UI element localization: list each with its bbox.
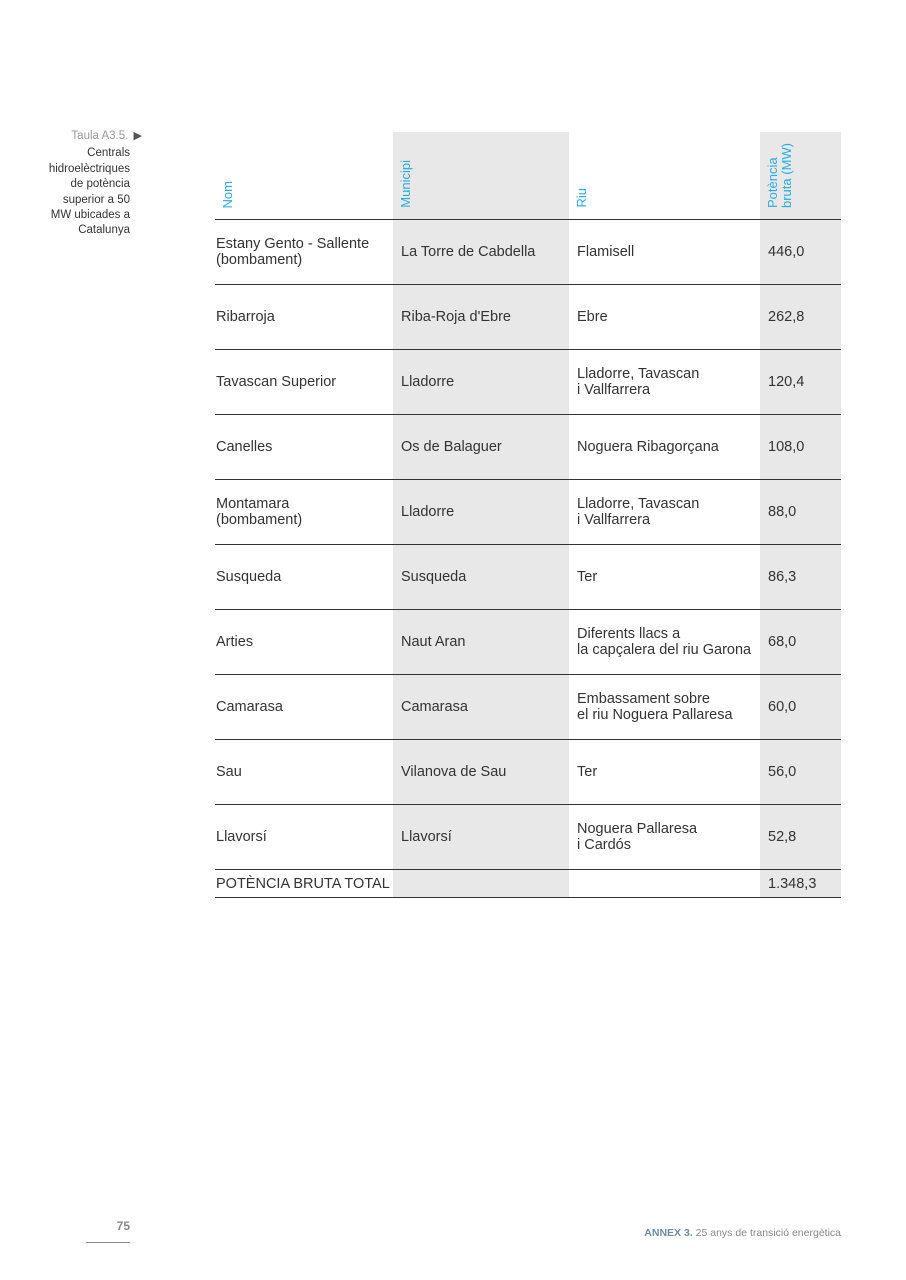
cell-municipi-line: Riba-Roja d'Ebre xyxy=(401,309,511,325)
header-municipi: Municipi xyxy=(393,132,569,220)
cell-riu-line: Lladorre, Tavascan xyxy=(577,366,700,382)
cell-nom-line: Sau xyxy=(216,764,242,780)
cell-municipi xyxy=(393,740,569,805)
cell-potencia: 446,0 xyxy=(760,220,841,285)
cell-municipi-line: Lladorre xyxy=(401,504,455,520)
cell-riu xyxy=(569,675,760,740)
cell-municipi-line: Llavorsí xyxy=(401,829,452,845)
cell-riu-line: Noguera Ribagorçana xyxy=(577,439,719,455)
caption-label: Taula A3.5. xyxy=(71,130,129,142)
footer-annex: ANNEX 3. xyxy=(644,1227,693,1239)
cell-nom xyxy=(215,740,393,805)
cell-nom xyxy=(215,675,393,740)
cell-municipi-line: Vilanova de Sau xyxy=(401,764,507,780)
page-number-rule xyxy=(86,1242,130,1243)
table-body xyxy=(215,220,841,870)
cell-potencia: 120,4 xyxy=(760,350,841,415)
total-label: POTÈNCIA BRUTA TOTAL xyxy=(215,870,393,898)
cell-riu xyxy=(569,610,760,675)
cell-municipi xyxy=(393,610,569,675)
cell-nom xyxy=(215,285,393,350)
cell-potencia: 52,8 xyxy=(760,805,841,870)
table-row xyxy=(215,350,841,415)
caption-line: de potència xyxy=(70,178,130,191)
cell-municipi xyxy=(393,350,569,415)
table-row xyxy=(215,220,841,285)
cell-riu-line: el riu Noguera Pallaresa xyxy=(577,707,733,723)
cell-riu xyxy=(569,285,760,350)
cell-municipi xyxy=(393,415,569,480)
cell-riu xyxy=(569,480,760,545)
cell-municipi xyxy=(393,220,569,285)
page-number: 75 xyxy=(116,1219,130,1233)
cell-riu-line: la capçalera del riu Garona xyxy=(577,642,752,658)
cell-nom xyxy=(215,415,393,480)
cell-nom-line: (bombament) xyxy=(216,512,303,528)
cell-potencia: 108,0 xyxy=(760,415,841,480)
cell-riu-line: Diferents llacs a xyxy=(577,626,681,642)
total-value: 1.348,3 xyxy=(760,870,841,898)
cell-potencia: 56,0 xyxy=(760,740,841,805)
caption-line: Centrals xyxy=(87,147,130,160)
cell-municipi-line: Os de Balaguer xyxy=(401,439,502,455)
cell-nom-line: Tavascan Superior xyxy=(216,374,337,390)
cell-potencia: 60,0 xyxy=(760,675,841,740)
cell-municipi-line: Camarasa xyxy=(401,699,468,715)
cell-riu-line: i Vallfarrera xyxy=(577,512,651,528)
caption-description xyxy=(30,146,142,238)
cell-municipi xyxy=(393,480,569,545)
cell-municipi xyxy=(393,675,569,740)
cell-municipi-line: La Torre de Cabdella xyxy=(401,244,536,260)
cell-nom-line: (bombament) xyxy=(216,252,303,268)
cell-potencia: 262,8 xyxy=(760,285,841,350)
header-riu: Riu xyxy=(569,132,760,220)
footer-title: 25 anys de transició energètica xyxy=(695,1227,841,1239)
cell-nom xyxy=(215,610,393,675)
cell-nom-line: Estany Gento - Sallente xyxy=(216,236,370,252)
cell-municipi-line: Susqueda xyxy=(401,569,467,585)
header-nom: Nom xyxy=(215,132,393,220)
caption-arrow-icon: ▶ xyxy=(133,130,142,142)
cell-potencia: 86,3 xyxy=(760,545,841,610)
cell-riu xyxy=(569,740,760,805)
cell-riu xyxy=(569,220,760,285)
cell-riu-line: Embassament sobre xyxy=(577,691,710,707)
caption-line: MW ubicades a xyxy=(50,209,130,222)
total-row xyxy=(215,870,841,898)
cell-riu-line: Lladorre, Tavascan xyxy=(577,496,700,512)
cell-nom xyxy=(215,350,393,415)
table-row xyxy=(215,740,841,805)
table-row xyxy=(215,480,841,545)
cell-municipi xyxy=(393,545,569,610)
table-row xyxy=(215,415,841,480)
running-footer xyxy=(644,1227,841,1239)
cell-potencia: 88,0 xyxy=(760,480,841,545)
cell-nom xyxy=(215,480,393,545)
caption-line: Catalunya xyxy=(78,224,130,237)
cell-riu xyxy=(569,805,760,870)
cell-nom-line: Arties xyxy=(216,634,254,650)
cell-nom-line: Ribarroja xyxy=(216,309,275,325)
cell-nom xyxy=(215,220,393,285)
cell-riu-line: Flamisell xyxy=(577,244,635,260)
cell-nom-line: Susqueda xyxy=(216,569,282,585)
table-row xyxy=(215,285,841,350)
cell-riu-line: Ebre xyxy=(577,309,608,325)
cell-municipi-line: Naut Aran xyxy=(401,634,466,650)
total-empty-municipi xyxy=(393,870,569,898)
cell-nom xyxy=(215,545,393,610)
cell-nom xyxy=(215,805,393,870)
cell-nom-line: Llavorsí xyxy=(216,829,267,845)
cell-riu xyxy=(569,545,760,610)
cell-riu-line: Ter xyxy=(577,764,598,780)
table-row xyxy=(215,675,841,740)
cell-municipi xyxy=(393,285,569,350)
table-row xyxy=(215,545,841,610)
cell-riu xyxy=(569,415,760,480)
cell-riu-line: i Cardós xyxy=(577,837,631,853)
cell-nom-line: Canelles xyxy=(216,439,273,455)
cell-riu-line: Ter xyxy=(577,569,598,585)
cell-riu-line: i Vallfarrera xyxy=(577,382,651,398)
table-caption xyxy=(30,129,142,239)
hydro-plants-table xyxy=(215,132,841,898)
cell-municipi xyxy=(393,805,569,870)
cell-municipi-line: Lladorre xyxy=(401,374,455,390)
table-row xyxy=(215,610,841,675)
caption-line: superior a 50 xyxy=(62,193,130,206)
cell-potencia: 68,0 xyxy=(760,610,841,675)
total-empty-riu xyxy=(569,870,760,898)
cell-nom-line: Camarasa xyxy=(216,699,283,715)
caption-line: hidroelèctriques xyxy=(48,162,130,175)
cell-riu-line: Noguera Pallaresa xyxy=(577,821,698,837)
cell-riu xyxy=(569,350,760,415)
table-row xyxy=(215,805,841,870)
header-potencia: Potència bruta (MW) xyxy=(760,132,841,220)
cell-nom-line: Montamara xyxy=(216,496,290,512)
table-header-row xyxy=(215,132,841,220)
